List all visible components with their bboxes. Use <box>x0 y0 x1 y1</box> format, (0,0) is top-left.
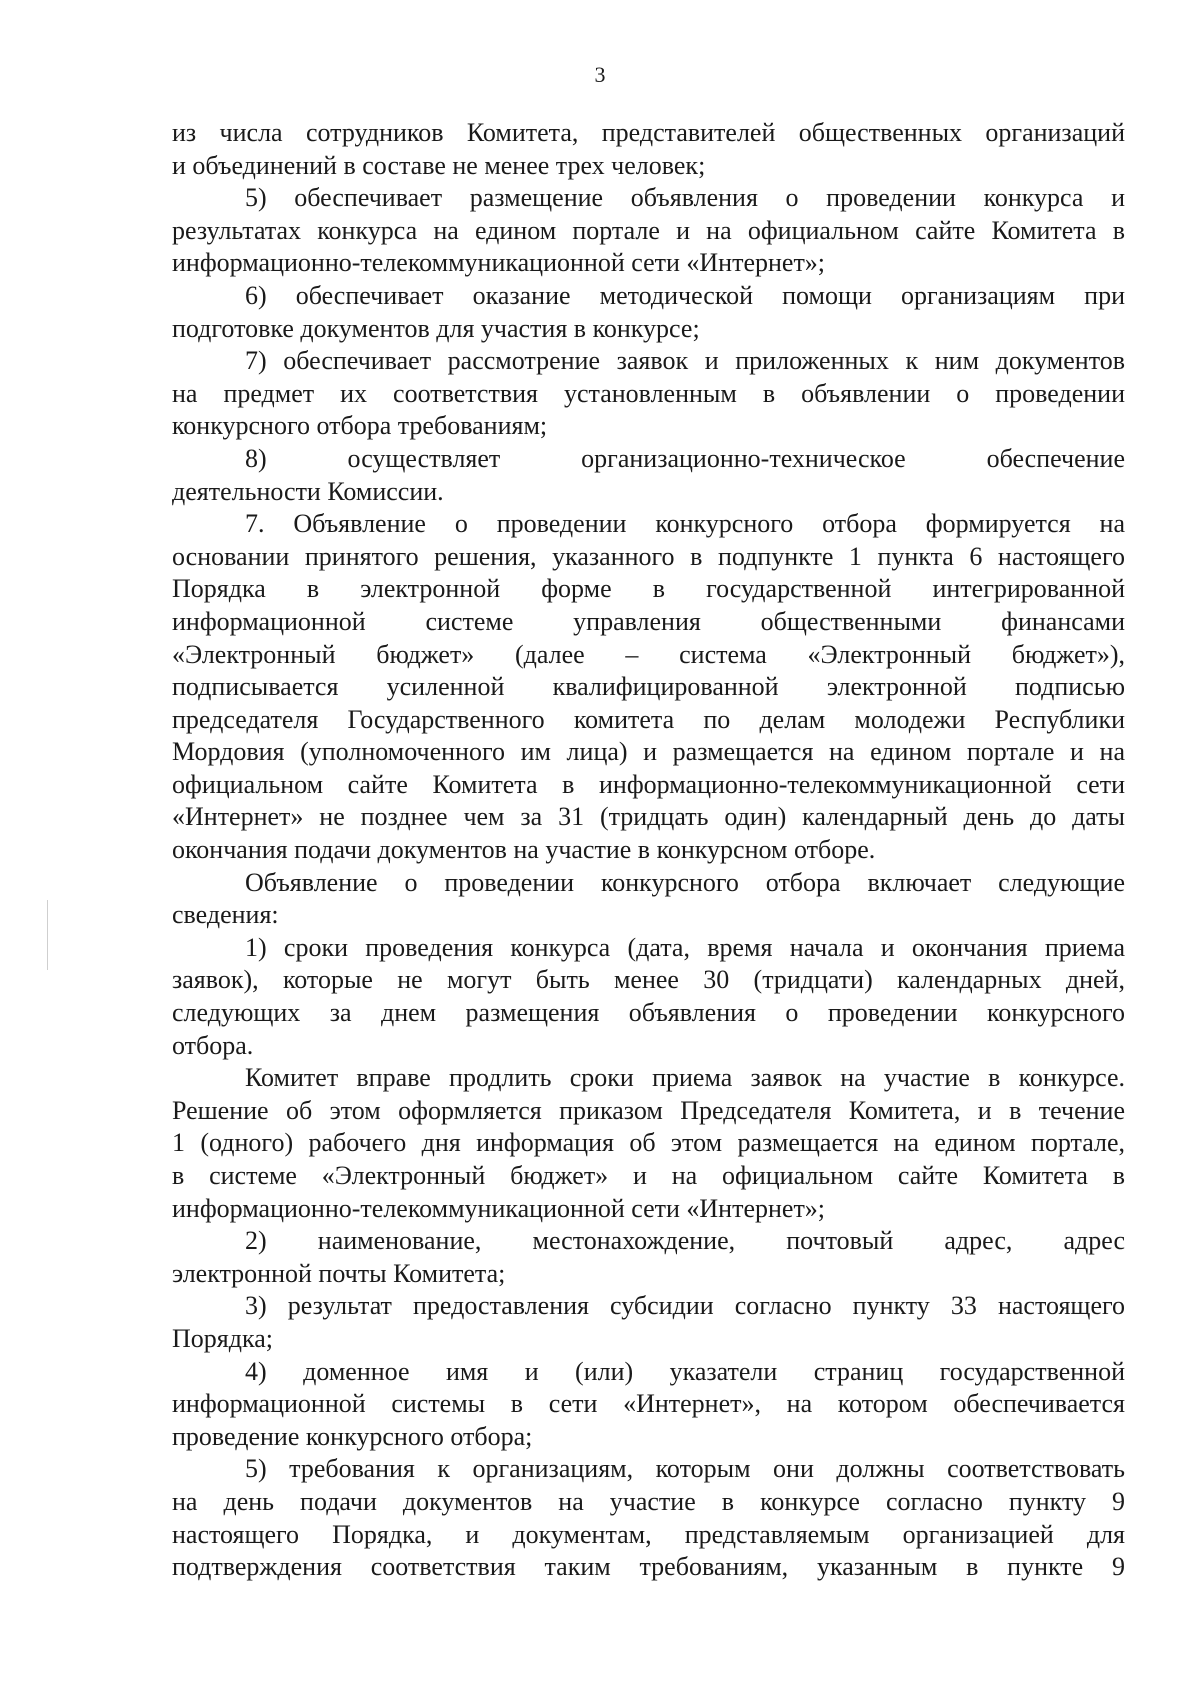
text-line: Мордовия (уполномоченного им лица) и размещается на едином портале и на <box>172 737 1125 767</box>
text-line: 1 (одного) рабочего дня информация об этом размещается на едином портале, <box>172 1128 1125 1158</box>
text-line: 2) наименование, местонахождение, почтовый адрес, адрес <box>245 1226 1125 1256</box>
text-line: Объявление о проведении конкурсного отбора включает следующие <box>245 867 1125 897</box>
text-line: «Интернет» не позднее чем за 31 (тридцать один) календарный день до даты <box>172 802 1125 832</box>
page-number: 3 <box>594 62 606 87</box>
text-line: в системе «Электронный бюджет» и на официальном сайте Комитета в <box>172 1161 1125 1190</box>
text-line: Комитет вправе продлить сроки приема заявок на участие в конкурсе. <box>245 1063 1125 1093</box>
text-line: председателя Государственного комитета по делам молодежи Республики <box>172 704 1125 734</box>
text-line: следующих за днем размещения объявления о проведении конкурсного <box>172 998 1125 1028</box>
text-line: информационно-телекоммуникационной сети «Интернет»; <box>172 1193 826 1223</box>
text-line: отбора. <box>172 1030 254 1060</box>
text-line: деятельности Комиссии. <box>172 476 444 506</box>
text-line: сведения: <box>172 900 279 930</box>
text-line: Порядка в электронной форме в государственной интегрированной <box>172 574 1125 604</box>
text-line: подписывается усиленной квалифицированной электронной подписью <box>172 672 1125 702</box>
text-line: из числа сотрудников Комитета, представителей общественных организаций <box>172 118 1125 147</box>
text-line: 7) обеспечивает рассмотрение заявок и приложенных к ним документов <box>245 346 1125 376</box>
text-line: официальном сайте Комитета в информационно-телекоммуникационной сети <box>172 769 1125 799</box>
text-line: 1) сроки проведения конкурса (дата, время начала и окончания приема <box>245 932 1125 962</box>
text-line: 3) результат предоставления субсидии согласно пункту 33 настоящего <box>245 1291 1125 1321</box>
text-line: на предмет их соответствия установленным в объявлении о проведении <box>172 378 1125 408</box>
text-line: электронной почты Комитета; <box>172 1258 506 1288</box>
text-line: «Электронный бюджет» (далее – система «Электронный бюджет»), <box>172 639 1125 669</box>
text-line: конкурсного отбора требованиям; <box>172 411 548 441</box>
text-line: Решение об этом оформляется приказом Председателя Комитета, и в течение <box>172 1095 1125 1125</box>
text-line: 4) доменное имя и (или) указатели страниц государственной <box>245 1356 1125 1386</box>
scan-artifact-mark <box>47 900 48 970</box>
text-line: 5) обеспечивает размещение объявления о проведении конкурса и <box>245 183 1125 213</box>
text-line: подготовке документов для участия в конкурсе; <box>172 313 700 343</box>
text-line: информационной системы в сети «Интернет», на котором обеспечивается <box>172 1389 1125 1419</box>
text-line: 6) обеспечивает оказание методической помощи организациям при <box>245 280 1125 310</box>
text-line: 5) требования к организациям, которым они должны соответствовать <box>245 1454 1125 1484</box>
text-line: информационной системе управления общественными финансами <box>172 606 1125 636</box>
text-line: подтверждения соответствия таким требованиям, указанным в пункте 9 <box>172 1552 1125 1582</box>
text-line: 7. Объявление о проведении конкурсного отбора формируется на <box>245 509 1125 539</box>
text-line: 8) осуществляет организационно-техническое обеспечение <box>245 443 1125 473</box>
text-line: заявок), которые не могут быть менее 30 (тридцати) календарных дней, <box>172 965 1125 995</box>
text-line: основании принятого решения, указанного в подпункте 1 пункта 6 настоящего <box>172 541 1125 571</box>
text-line: и объединений в составе не менее трех человек; <box>172 150 706 180</box>
text-line: настоящего Порядка, и документам, представляемым организацией для <box>172 1519 1125 1549</box>
text-line: окончания подачи документов на участие в конкурсном отборе. <box>172 835 876 865</box>
text-line: результатах конкурса на едином портале и на официальном сайте Комитета в <box>172 215 1125 245</box>
text-line: проведение конкурсного отбора; <box>172 1421 533 1451</box>
text-line: информационно-телекоммуникационной сети «Интернет»; <box>172 248 826 278</box>
text-line: на день подачи документов на участие в конкурсе согласно пункту 9 <box>172 1486 1125 1516</box>
document-body <box>172 117 1125 1584</box>
text-line: Порядка; <box>172 1323 273 1353</box>
